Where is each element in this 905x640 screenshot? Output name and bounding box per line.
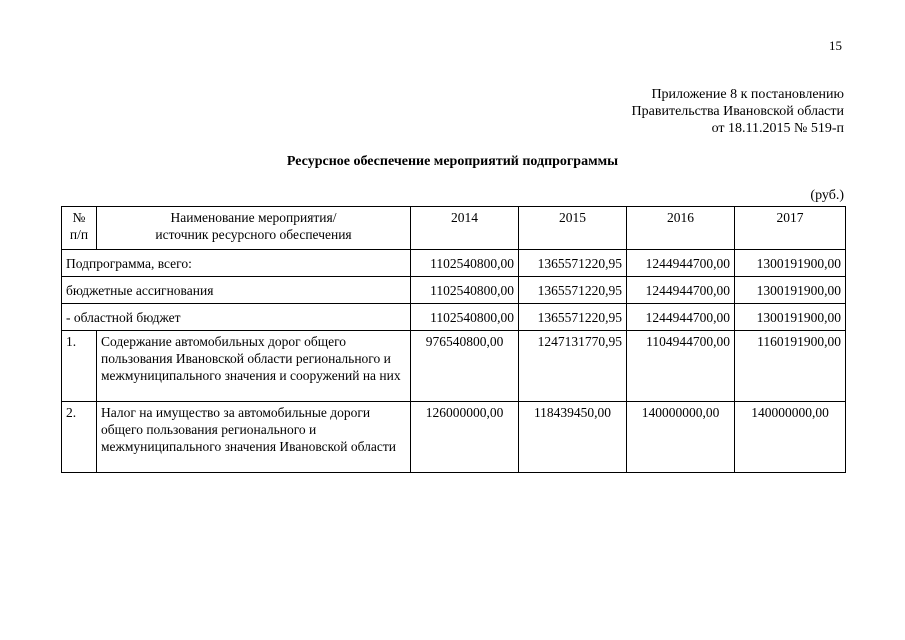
row-value-2016: 1244944700,00 — [627, 250, 735, 277]
resources-table — [61, 206, 846, 473]
row-value-2015: 1365571220,95 — [519, 277, 627, 304]
table-row — [62, 277, 846, 304]
row-label: - областной бюджет — [62, 304, 411, 331]
row-value-2015: 1365571220,95 — [519, 250, 627, 277]
header-year-2014: 2014 — [411, 207, 519, 250]
header-name-line-1: Наименование мероприятия/ — [170, 210, 337, 225]
item-value-2015: 118439450,00 — [519, 402, 627, 473]
appendix-line-2: Правительства Ивановской области — [631, 104, 844, 119]
item-number: 2. — [62, 402, 97, 473]
currency-unit: (руб.) — [810, 188, 844, 203]
header-num — [62, 207, 97, 250]
item-value-2015: 1247131770,95 — [519, 331, 627, 402]
item-name: Содержание автомобильных дорог общего пользования Ивановской области регионального и межмуниципального значения и сооружений на них — [97, 331, 411, 402]
table-header-row — [62, 207, 846, 250]
row-label: бюджетные ассигнования — [62, 277, 411, 304]
row-label: Подпрограмма, всего: — [62, 250, 411, 277]
header-num-line-2: п/п — [69, 227, 89, 242]
item-value-2016: 1104944700,00 — [627, 331, 735, 402]
row-value-2016: 1244944700,00 — [627, 304, 735, 331]
table-row — [62, 250, 846, 277]
item-number: 1. — [62, 331, 97, 402]
document-title: Ресурсное обеспечение мероприятий подпрограммы — [286, 154, 619, 169]
row-value-2017: 1300191900,00 — [735, 250, 846, 277]
appendix-reference — [632, 86, 844, 137]
row-value-2017: 1300191900,00 — [735, 304, 846, 331]
row-value-2014: 1102540800,00 — [411, 250, 519, 277]
item-value-2014: 126000000,00 — [411, 402, 519, 473]
row-value-2016: 1244944700,00 — [627, 277, 735, 304]
item-value-2017: 1160191900,00 — [735, 331, 846, 402]
header-name-line-2: источник ресурсного обеспечения — [155, 227, 352, 242]
header-year-2016: 2016 — [627, 207, 735, 250]
page-number: 15 — [829, 38, 842, 53]
table-row — [62, 304, 846, 331]
header-year-2015: 2015 — [519, 207, 627, 250]
item-name: Налог на имущество за автомобильные дороги общего пользования регионального и межмуниципального значения Ивановской области — [97, 402, 411, 473]
appendix-line-1: Приложение 8 к постановлению — [651, 87, 844, 102]
item-value-2014: 976540800,00 — [411, 331, 519, 402]
header-year-2017: 2017 — [735, 207, 846, 250]
appendix-line-3: от 18.11.2015 № 519-п — [711, 121, 844, 136]
item-value-2016: 140000000,00 — [627, 402, 735, 473]
row-value-2014: 1102540800,00 — [411, 304, 519, 331]
item-value-2017: 140000000,00 — [735, 402, 846, 473]
row-value-2017: 1300191900,00 — [735, 277, 846, 304]
row-value-2014: 1102540800,00 — [411, 277, 519, 304]
row-value-2015: 1365571220,95 — [519, 304, 627, 331]
table-row — [62, 402, 846, 473]
header-num-line-1: № — [72, 210, 86, 225]
table-row — [62, 331, 846, 402]
header-name — [97, 207, 411, 250]
